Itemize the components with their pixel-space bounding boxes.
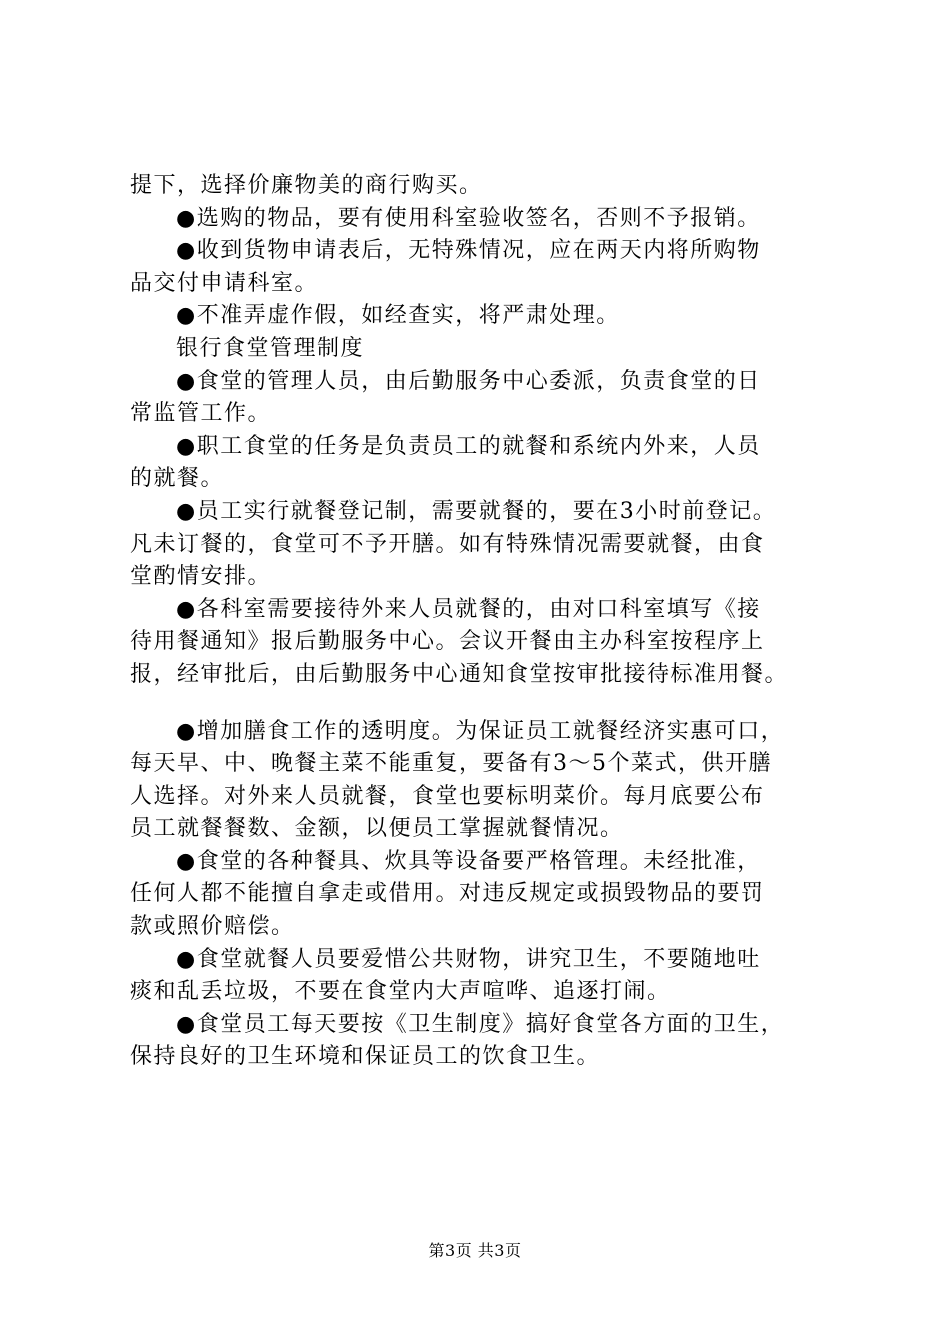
text-line: 保持良好的卫生环境和保证员工的饮食卫生。 [130, 1044, 601, 1070]
text-line: ●各科室需要接待外来人员就餐的，由对口科室填写《接 [176, 596, 761, 622]
text-line: 待用餐通知》报后勤服务中心。会议开餐由主办科室按程序上 [130, 629, 765, 655]
text-line: ●员工实行就餐登记制，需要就餐的，要在3小时前登记。 [176, 498, 777, 524]
text-line: 痰和乱丢垃圾，不要在食堂内大声喧哗、追逐打闹。 [130, 979, 671, 1005]
blank-line [130, 692, 830, 716]
text-line: ●食堂员工每天要按《卫生制度》搞好食堂各方面的卫生， [176, 1011, 785, 1037]
page-number-footer: 第3页 共3页 [428, 1241, 522, 1260]
text-line: 凡未订餐的，食堂可不予开膳。如有特殊情况需要就餐，由食 [130, 531, 765, 557]
text-line: 常监管工作。 [130, 401, 272, 427]
text-line: ●不准弄虚作假，如经查实，将严肃处理。 [176, 303, 620, 329]
text-line: ●食堂的各种餐具、炊具等设备要严格管理。未经批准， [176, 848, 761, 874]
text-line: 任何人都不能擅自拿走或借用。对违反规定或损毁物品的要罚 [130, 881, 765, 907]
text-line: ●食堂的管理人员，由后勤服务中心委派，负责食堂的日 [176, 368, 761, 394]
text-line: 的就餐。 [130, 466, 225, 492]
text-line: ●职工食堂的任务是负责员工的就餐和系统内外来，人员 [176, 433, 761, 459]
text-line: 提下，选择价廉物美的商行购买。 [130, 173, 483, 198]
text-line: 堂酌情安排。 [130, 564, 272, 590]
text-line: ●食堂就餐人员要爱惜公共财物，讲究卫生，不要随地吐 [176, 946, 761, 972]
section-heading: 银行食堂管理制度 [176, 335, 365, 361]
document-body [130, 170, 830, 1074]
text-line: ●收到货物申请表后，无特殊情况，应在两天内将所购物 [176, 238, 761, 264]
text-line: ●选购的物品，要有使用科室验收签名，否则不予报销。 [176, 205, 761, 231]
text-line: 每天早、中、晚餐主菜不能重复，要备有3～5个菜式，供开膳 [130, 751, 772, 777]
text-line: 报，经审批后，由后勤服务中心通知食堂按审批接待标准用餐。 [130, 661, 789, 687]
text-line: ●增加膳食工作的透明度。为保证员工就餐经济实惠可口， [176, 718, 785, 744]
text-line: 款或照价赔偿。 [130, 914, 295, 940]
text-line: 员工就餐餐数、金额，以便员工掌握就餐情况。 [130, 816, 624, 842]
text-line: 品交付申请科室。 [130, 270, 319, 296]
text-line: 人选择。对外来人员就餐，食堂也要标明菜价。每月底要公布 [130, 783, 765, 809]
